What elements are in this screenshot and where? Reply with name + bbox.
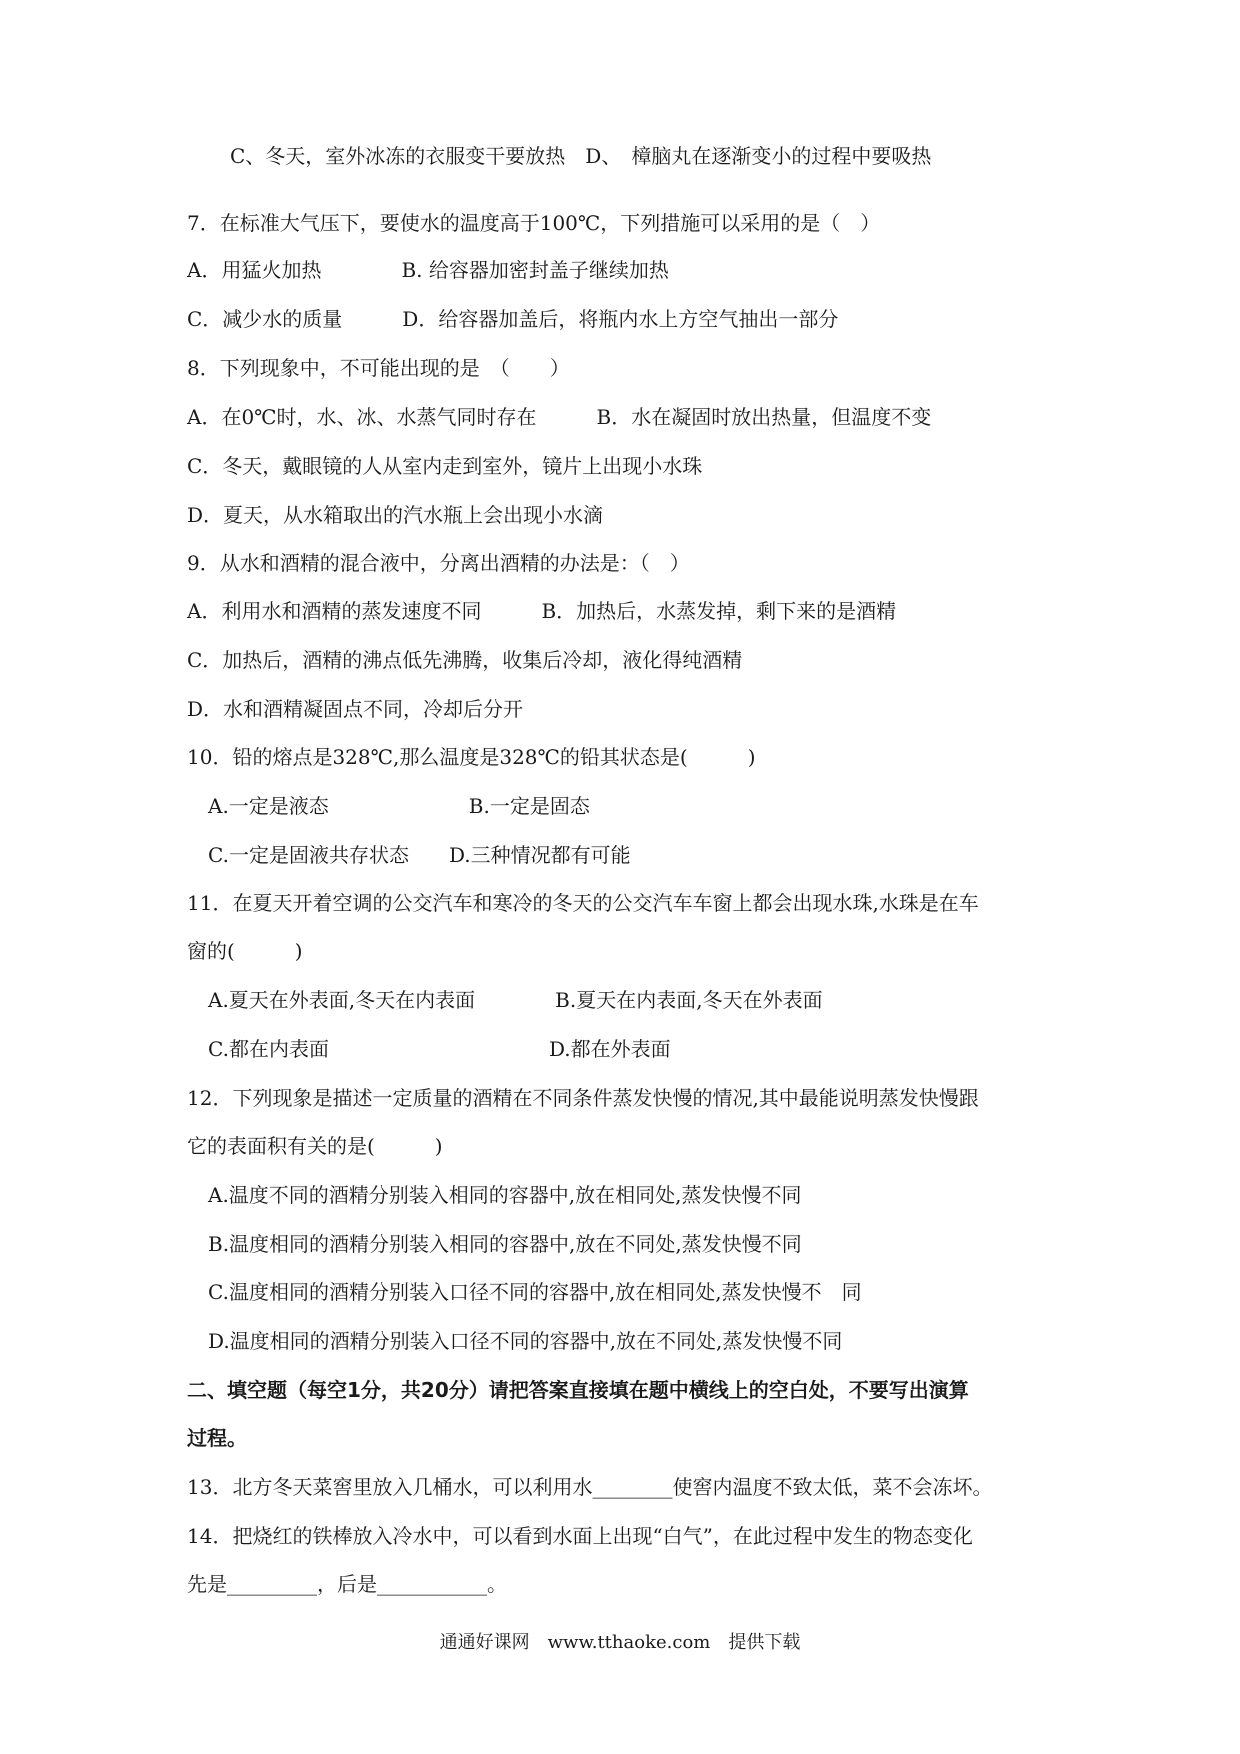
page-footer: 通通好课网 www.tthaoke.com 提供下载 (439, 1632, 801, 1653)
q6-option-cd: C、冬天，室外冰冻的衣服变干要放热 D、 樟脑丸在逐渐变小的过程中要吸热 (230, 144, 932, 168)
q12-option-b: B.温度相同的酒精分别装入相同的容器中,放在不同处,蒸发快慢不同 (208, 1232, 802, 1256)
q12-stem-line2: 它的表面积有关的是( ) (187, 1134, 443, 1158)
q9-stem: 9．从水和酒精的混合液中，分离出酒精的办法是：（ ） (187, 551, 690, 575)
q11-stem-line2: 窗的( ) (187, 939, 303, 963)
q10-stem: 10．铅的熔点是328℃,那么温度是328℃的铅其状态是( ) (187, 745, 756, 769)
q8-stem: 8．下列现象中，不可能出现的是 （ ） (187, 356, 570, 380)
q9-option-ab: A．利用水和酒精的蒸发速度不同 B．加热后，水蒸发掉，剩下来的是酒精 (187, 599, 897, 623)
q9-option-d: D．水和酒精凝固点不同，冷却后分开 (187, 697, 524, 721)
q7-option-cd: C．减少水的质量 D．给容器加盖后，将瓶内水上方空气抽出一部分 (187, 307, 839, 331)
q8-option-ab: A．在0℃时，水、冰、水蒸气同时存在 B．水在凝固时放出热量，但温度不变 (187, 405, 932, 429)
q12-option-d: D.温度相同的酒精分别装入口径不同的容器中,放在不同处,蒸发快慢不同 (208, 1329, 843, 1353)
q11-option-ab: A.夏天在外表面,冬天在内表面 B.夏天在内表面,冬天在外表面 (208, 988, 823, 1012)
q8-option-d: D．夏天，从水箱取出的汽水瓶上会出现小水滴 (187, 503, 604, 527)
q14-stem-line2: 先是_________，后是___________。 (187, 1572, 507, 1596)
q10-option-ab: A.一定是液态 B.一定是固态 (208, 794, 590, 818)
q14-stem-line1: 14．把烧红的铁棒放入冷水中，可以看到水面上出现“白气”，在此过程中发生的物态变化 (187, 1524, 973, 1548)
q12-option-c: C.温度相同的酒精分别装入口径不同的容器中,放在相同处,蒸发快慢不 同 (208, 1280, 862, 1304)
section-heading-line1: 二、填空题（每空1分，共20分）请把答案直接填在题中横线上的空白处，不要写出演算 (187, 1378, 969, 1402)
q10-option-cd: C.一定是固液共存状态 D.三种情况都有可能 (208, 843, 631, 867)
q7-option-ab: A．用猛火加热 B. 给容器加密封盖子继续加热 (187, 258, 669, 282)
q11-option-cd: C.都在内表面 D.都在外表面 (208, 1037, 671, 1061)
q8-option-c: C．冬天，戴眼镜的人从室内走到室外，镜片上出现小水珠 (187, 454, 703, 478)
q13-stem: 13．北方冬天菜窖里放入几桶水，可以利用水________使窖内温度不致太低，菜不会冻坏。 (187, 1475, 993, 1499)
q12-stem-line1: 12．下列现象是描述一定质量的酒精在不同条件蒸发快慢的情况,其中最能说明蒸发快慢跟 (187, 1086, 979, 1110)
q9-option-c: C．加热后，酒精的沸点低先沸腾，收集后冷却，液化得纯酒精 (187, 648, 743, 672)
q12-option-a: A.温度不同的酒精分别装入相同的容器中,放在相同处,蒸发快慢不同 (208, 1183, 802, 1207)
q7-stem: 7．在标准大气压下，要使水的温度高于100℃，下列措施可以采用的是（ ） (187, 211, 881, 235)
section-heading-line2: 过程。 (187, 1426, 247, 1450)
q11-stem-line1: 11．在夏天开着空调的公交汽车和寒冷的冬天的公交汽车车窗上都会出现水珠,水珠是在车 (187, 891, 979, 915)
